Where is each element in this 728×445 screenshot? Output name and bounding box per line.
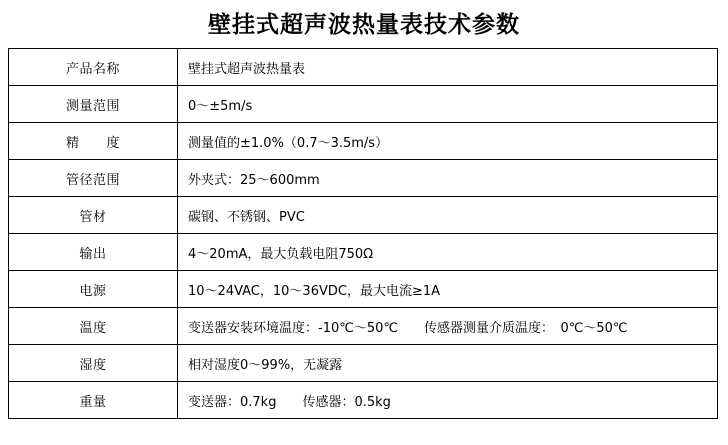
table-row <box>9 345 718 382</box>
row-value: 0～±5m/s <box>178 86 718 123</box>
row-label: 电源 <box>9 271 178 308</box>
row-value: 10～24VAC，10～36VDC，最大电流≥1A <box>178 271 718 308</box>
table-row <box>9 234 718 271</box>
specifications-table <box>8 48 718 419</box>
table-row <box>9 197 718 234</box>
row-value: 4～20mA，最大负载电阻750Ω <box>178 234 718 271</box>
row-label: 管径范围 <box>9 160 178 197</box>
row-label: 输出 <box>9 234 178 271</box>
row-label: 精 度 <box>9 123 178 160</box>
row-label: 重量 <box>9 382 178 419</box>
table-row <box>9 49 718 86</box>
row-value: 壁挂式超声波热量表 <box>178 49 718 86</box>
row-value: 变送器安装环境温度：-10℃～50℃ 传感器测量介质温度： 0℃～50℃ <box>178 308 718 345</box>
table-row <box>9 160 718 197</box>
row-value: 碳钢、不锈钢、PVC <box>178 197 718 234</box>
page-title: 壁挂式超声波热量表技术参数 <box>208 11 520 38</box>
row-label: 湿度 <box>9 345 178 382</box>
row-value: 变送器：0.7kg 传感器：0.5kg <box>178 382 718 419</box>
table-row <box>9 271 718 308</box>
row-value: 测量值的±1.0%（0.7～3.5m/s） <box>178 123 718 160</box>
row-label: 测量范围 <box>9 86 178 123</box>
table-row <box>9 86 718 123</box>
table-row <box>9 123 718 160</box>
row-value: 外夹式：25～600mm <box>178 160 718 197</box>
table-row <box>9 382 718 419</box>
row-value: 相对湿度0～99%，无凝露 <box>178 345 718 382</box>
row-label: 管材 <box>9 197 178 234</box>
row-label: 产品名称 <box>9 49 178 86</box>
table-body <box>9 49 718 419</box>
row-label: 温度 <box>9 308 178 345</box>
table-row <box>9 308 718 345</box>
